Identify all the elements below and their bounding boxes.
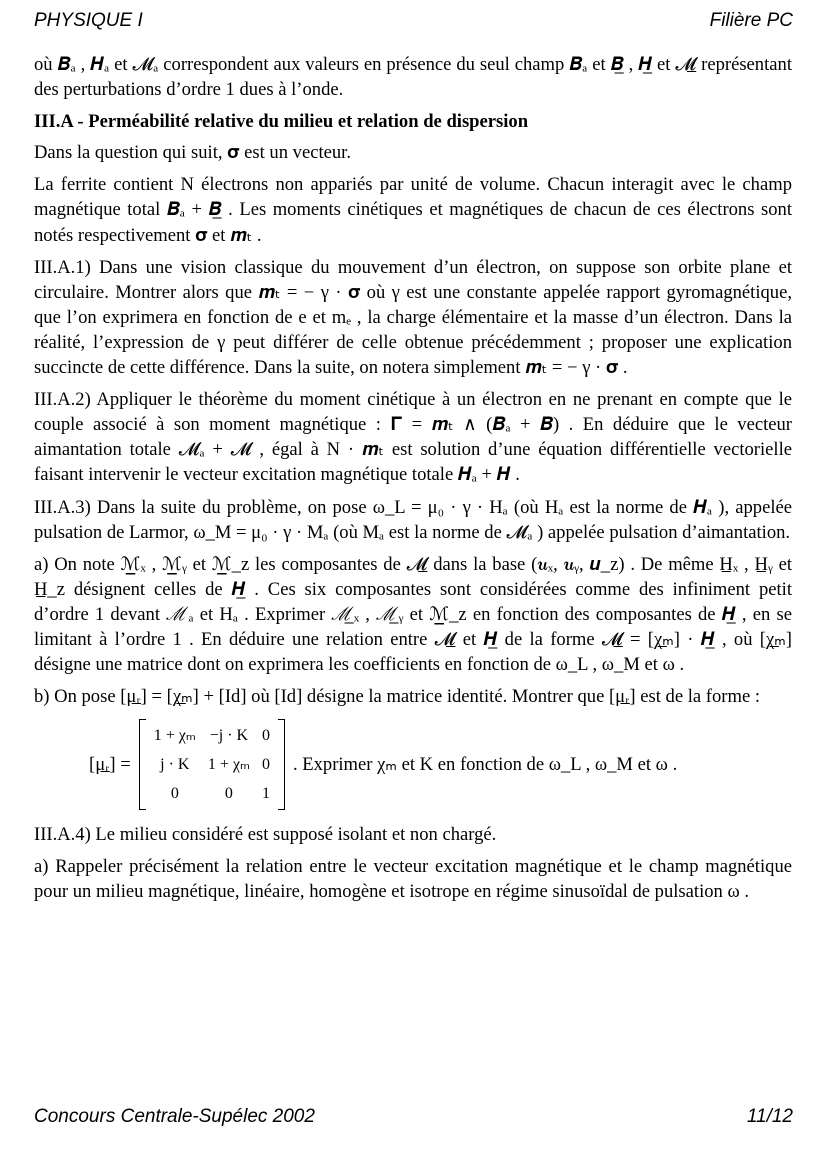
matrix-lhs: [μ̲ᵣ] = <box>89 754 131 776</box>
header-subject: PHYSIQUE I <box>34 10 143 31</box>
matrix-rhs: . Exprimer χₘ et K en fonction de ω_L , ω_M et ω . <box>292 754 678 776</box>
permeability-matrix <box>139 719 285 810</box>
matrix-cell: 0 <box>261 727 270 745</box>
footer-contest: Concours Centrale-Supélec 2002 <box>34 1106 315 1127</box>
paragraph-ferrite: La ferrite contient N électrons non appariés par unité de volume. Chacun interagit avec le champ magnétique total 𝑩ₐ + 𝑩̲ . Les moments cinétiques et magnétiques de chacun de ces électrons sont notés respectivement 𝛔 et 𝒎ₜ . <box>34 174 792 246</box>
matrix-cell: 0 <box>224 785 233 803</box>
question-III-A-3-a: a) On note ℳ̲ₓ , ℳ̲ᵧ et ℳ̲_z les composantes de 𝓜̲ dans la base (𝒖ₓ, 𝒖ᵧ, 𝒖_z) . De même H̲ₓ , H̲ᵧ et H̲_z désignent celles de 𝑯̲ . Ces six composantes sont considérées comme des infiniment petit d’ordre 1 devant ℳₐ et Hₐ . Exprimer ℳ̲ₓ , ℳ̲ᵧ et ℳ̲_z en fonction des composantes de 𝑯̲ , en se limitant à l’ordre 1 . En déduire une relation entre 𝓜̲ et 𝑯̲ de la forme 𝓜̲ = [χ̲ₘ] · 𝑯̲ , où [χ̲ₘ] désigne une matrice dont on exprimera les coefficients en fonction de ω_L , ω_M et ω . <box>34 553 792 676</box>
question-III-A-1: III.A.1) Dans une vision classique du mouvement d’un électron, on suppose son orbite plane et circulaire. Montrer alors que 𝒎ₜ = − γ · 𝛔 où γ est une constante appelée rapport gyromagnétique, que l’on exprimera en fonction de e et mₑ , la charge élémentaire et la masse d’un électron. Dans la réalité, l’expression de γ peut différer de celle obtenue précédemment ; proposer une explication succincte de cette différence. Dans la suite, on notera simplement 𝒎ₜ = − γ · 𝛔 . <box>34 256 792 379</box>
matrix-equation <box>89 719 792 810</box>
page-body <box>34 52 792 912</box>
footer-page-number: 11/12 <box>746 1106 793 1127</box>
question-III-A-4: III.A.4) Le milieu considéré est supposé isolant et non chargé. <box>34 824 497 846</box>
question-III-A-3: III.A.3) Dans la suite du problème, on pose ω_L = μ₀ · γ · Hₐ (où Hₐ est la norme de 𝑯ₐ ), appelée pulsation de Larmor, ω_M = μ₀ · γ · Mₐ (où Mₐ est la norme de 𝓜ₐ ) appelée pulsation d’aimantation. <box>34 496 792 543</box>
matrix-cell: 0 <box>261 756 270 774</box>
question-III-A-4-a: a) Rappeler précisément la relation entre le vecteur excitation magnétique et le champ magnétique pour un milieu magnétique, linéaire, homogène et isotrope en régime sinusoïdal de pulsation ω . <box>34 856 792 903</box>
matrix-cell: j · K <box>160 756 190 774</box>
matrix-cell: 1 + χₘ <box>153 727 196 745</box>
matrix-cell: 0 <box>170 785 179 803</box>
header-track: Filière PC <box>709 10 793 31</box>
matrix-cell: 1 + χₘ <box>207 756 250 774</box>
section-heading: III.A - Perméabilité relative du milieu et relation de dispersion <box>34 111 529 133</box>
paragraph-sigma: Dans la question qui suit, 𝛔 est un vecteur. <box>34 142 351 164</box>
question-III-A-3-b: b) On pose [μ̲ᵣ] = [χ̲ₘ] + [Id] où [Id] désigne la matrice identité. Montrer que [μ̲ᵣ] est de la forme : <box>34 686 761 708</box>
question-III-A-2: III.A.2) Appliquer le théorème du moment cinétique à un électron en ne prenant en compte que le couple associé à son moment magnétique : 𝚪 = 𝒎ₜ ∧ (𝑩ₐ + 𝑩) . En déduire que le vecteur aimantation totale 𝓜ₐ + 𝓜 , égal à N · 𝒎ₜ est solution d’une équation différentielle vectorielle faisant intervenir le vecteur excitation magnétique totale 𝑯ₐ + 𝑯 . <box>34 389 792 486</box>
matrix-cell: 1 <box>261 785 270 803</box>
paragraph-intro: où 𝑩ₐ , 𝑯ₐ et 𝓜ₐ correspondent aux valeurs en présence du seul champ 𝑩ₐ et 𝑩̲ , 𝑯̲ et 𝓜̲ représentant des perturbations d’ordre 1 dues à l’onde. <box>34 54 792 101</box>
matrix-cell: −j · K <box>209 727 249 745</box>
